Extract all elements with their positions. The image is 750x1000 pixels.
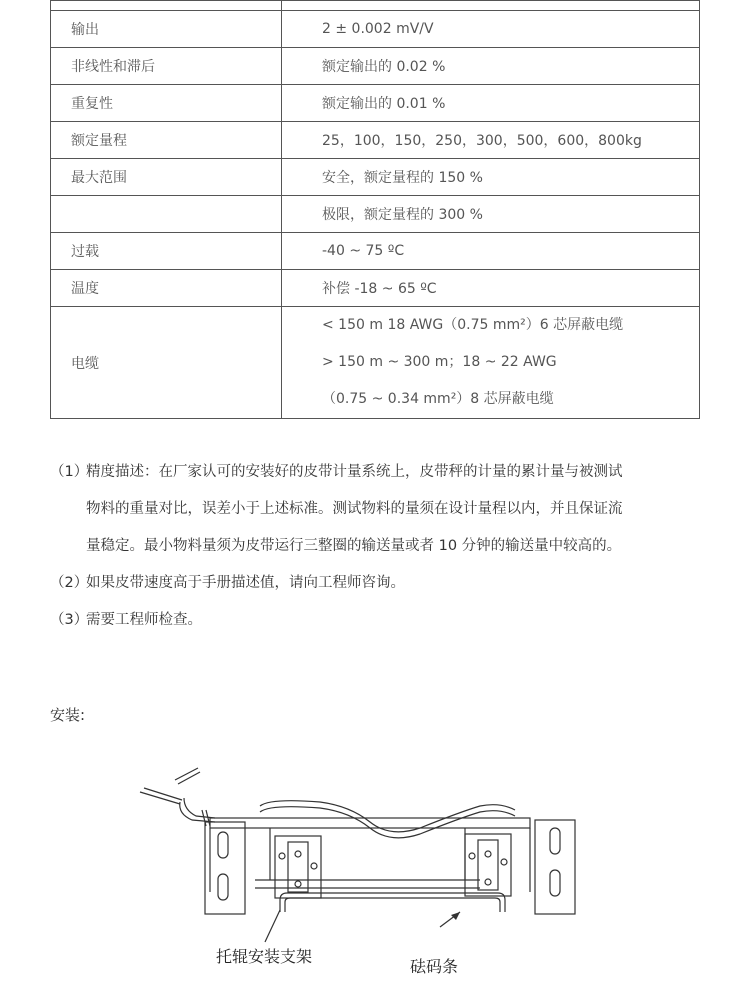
note-number: （2） xyxy=(50,575,89,591)
spec-value: 极限，额定量程的 300 % xyxy=(282,196,700,233)
note-line: 需要工程师检查。 xyxy=(86,612,202,628)
leader-line xyxy=(265,910,280,942)
arrow-icon xyxy=(451,912,460,920)
table-row xyxy=(51,233,700,270)
roller-bracket-left xyxy=(275,836,321,898)
caption-right: 砝码条 xyxy=(410,957,459,976)
installation-diagram xyxy=(120,762,600,992)
note-number: （1） xyxy=(50,464,89,480)
spec-label: 重复性 xyxy=(51,85,282,122)
table-row xyxy=(51,122,700,159)
table-cell xyxy=(51,1,282,11)
spec-table xyxy=(50,0,700,419)
cable-line: （0.75 ~ 0.34 mm²）8 芯屏蔽电缆 xyxy=(322,391,554,407)
section-title: 安装: xyxy=(50,706,86,724)
installation-drawing xyxy=(120,762,600,992)
spec-label: 额定量程 xyxy=(51,122,282,159)
table-row xyxy=(51,85,700,122)
spec-label: 温度 xyxy=(51,270,282,307)
spec-value: 安全，额定量程的 150 % xyxy=(282,159,700,196)
table-row xyxy=(51,270,700,307)
spec-value: 25，100，150，250，300，500，600，800kg xyxy=(282,122,700,159)
left-side-plate xyxy=(205,822,245,914)
caption-left: 托辊安装支架 xyxy=(216,947,313,966)
load-cell-beam xyxy=(210,818,530,892)
spec-value: 2 ± 0.002 mV/V xyxy=(282,11,700,48)
list-item xyxy=(50,454,710,565)
spec-value: 补偿 -18 ~ 65 ºC xyxy=(282,270,700,307)
table-row xyxy=(51,1,700,11)
cable-line: > 150 m ~ 300 m；18 ~ 22 AWG xyxy=(322,354,557,370)
note-number: （3） xyxy=(50,612,89,628)
cable-line: < 150 m 18 AWG（0.75 mm²）6 芯屏蔽电缆 xyxy=(322,317,624,333)
right-side-plate xyxy=(535,820,575,914)
table-row xyxy=(51,11,700,48)
notes-list xyxy=(50,454,710,639)
spec-value: -40 ~ 75 ºC xyxy=(282,233,700,270)
spec-label: 电缆 xyxy=(51,307,282,419)
spec-label: 输出 xyxy=(51,11,282,48)
cable-route xyxy=(260,801,515,832)
spec-label: 最大范围 xyxy=(51,159,282,196)
spec-value xyxy=(282,307,700,419)
note-line: 物料的重量对比，误差小于上述标准。测试物料的量须在设计量程以内，并且保证流 xyxy=(86,501,623,517)
table-row xyxy=(51,159,700,196)
note-line: 精度描述：在厂家认可的安装好的皮带计量系统上，皮带秤的计量的累计量与被测试 xyxy=(86,464,623,480)
table-row xyxy=(51,196,700,233)
cable-route xyxy=(260,807,515,838)
spec-value: 额定输出的 0.02 % xyxy=(282,48,700,85)
spec-value: 额定输出的 0.01 % xyxy=(282,85,700,122)
weight-bar xyxy=(285,898,500,912)
spec-label: 非线性和滞后 xyxy=(51,48,282,85)
spec-label xyxy=(51,196,282,233)
note-line: 量稳定。最小物料量须为皮带运行三整圈的输送量或者 10 分钟的输送量中较高的。 xyxy=(86,538,622,554)
table-cell xyxy=(282,1,700,11)
table-row xyxy=(51,48,700,85)
roller-bracket-right xyxy=(465,834,511,896)
cable-connector-icon xyxy=(140,768,215,826)
table-row xyxy=(51,307,700,419)
list-item xyxy=(50,565,710,602)
list-item xyxy=(50,602,710,639)
note-line: 如果皮带速度高于手册描述值，请向工程师咨询。 xyxy=(86,575,405,591)
spec-label: 过载 xyxy=(51,233,282,270)
